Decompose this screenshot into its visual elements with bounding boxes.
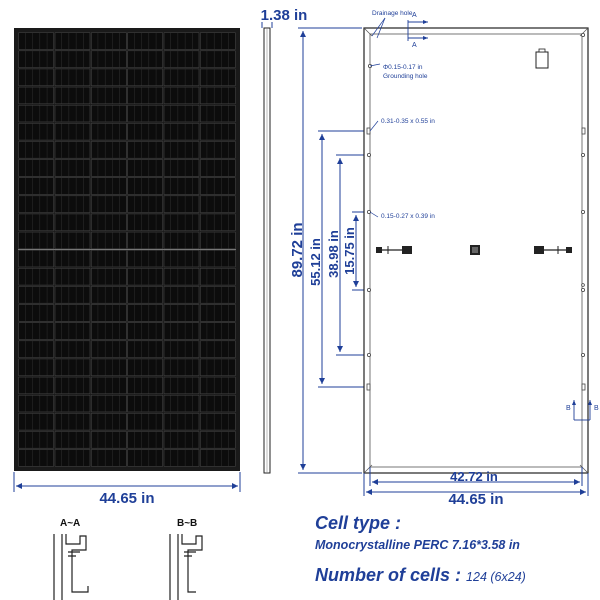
solar-cell bbox=[200, 51, 235, 68]
drainage-hole-label: Drainage hole bbox=[372, 10, 413, 17]
solar-cell bbox=[128, 160, 163, 177]
solar-cell bbox=[200, 214, 235, 231]
solar-cell bbox=[200, 450, 235, 467]
solar-cell bbox=[164, 250, 199, 267]
solar-cell bbox=[200, 123, 235, 140]
section-a-title: A~A bbox=[60, 518, 81, 529]
solar-cell bbox=[128, 69, 163, 86]
solar-cell bbox=[19, 51, 54, 68]
solar-cell bbox=[164, 214, 199, 231]
solar-cell bbox=[200, 286, 235, 303]
solar-cell bbox=[55, 395, 90, 412]
back-view bbox=[364, 28, 588, 473]
solar-cell bbox=[164, 33, 199, 50]
solar-cell bbox=[128, 268, 163, 285]
solar-cell bbox=[55, 69, 90, 86]
solar-cell bbox=[164, 450, 199, 467]
solar-cell bbox=[164, 69, 199, 86]
section-a-top: A bbox=[412, 12, 417, 19]
label-sticker bbox=[536, 52, 548, 68]
solar-cell bbox=[128, 232, 163, 249]
solar-cell bbox=[128, 105, 163, 122]
solar-cell bbox=[19, 214, 54, 231]
solar-cell bbox=[200, 87, 235, 104]
solar-cell bbox=[200, 196, 235, 213]
solar-cell bbox=[164, 286, 199, 303]
solar-cell bbox=[164, 359, 199, 376]
solar-cell bbox=[55, 232, 90, 249]
section-b-left: B bbox=[566, 405, 571, 412]
section-a-bottom: A bbox=[412, 42, 417, 49]
solar-cell bbox=[19, 323, 54, 340]
solar-cell bbox=[55, 413, 90, 430]
solar-cell bbox=[55, 268, 90, 285]
solar-cell bbox=[200, 377, 235, 394]
solar-cell bbox=[128, 323, 163, 340]
section-b-title: B~B bbox=[177, 518, 198, 529]
solar-cell bbox=[164, 105, 199, 122]
solar-cell bbox=[55, 87, 90, 104]
solar-cell bbox=[164, 323, 199, 340]
solar-cell bbox=[91, 214, 126, 231]
solar-cell bbox=[55, 33, 90, 50]
solar-cell bbox=[200, 33, 235, 50]
solar-cell bbox=[55, 196, 90, 213]
solar-cell bbox=[55, 105, 90, 122]
front-view bbox=[14, 28, 240, 471]
solar-cell bbox=[128, 305, 163, 322]
cell-count-value: 124 (6x24) bbox=[466, 570, 526, 584]
solar-cell bbox=[200, 341, 235, 358]
solar-cell bbox=[55, 51, 90, 68]
solar-cell bbox=[19, 141, 54, 158]
solar-cell bbox=[91, 305, 126, 322]
solar-cell bbox=[91, 105, 126, 122]
solar-cell bbox=[164, 123, 199, 140]
solar-cell bbox=[128, 450, 163, 467]
solar-cell bbox=[55, 178, 90, 195]
solar-cell bbox=[19, 341, 54, 358]
solar-cell bbox=[91, 196, 126, 213]
solar-cell bbox=[200, 69, 235, 86]
solar-cell bbox=[200, 232, 235, 249]
solar-cell bbox=[164, 268, 199, 285]
solar-cell bbox=[55, 359, 90, 376]
grounding-hole-label: Grounding hole bbox=[383, 73, 428, 80]
solar-cell bbox=[19, 178, 54, 195]
solar-cell bbox=[19, 413, 54, 430]
solar-cell bbox=[128, 377, 163, 394]
solar-cell bbox=[164, 160, 199, 177]
solar-cell bbox=[91, 51, 126, 68]
solar-cell bbox=[164, 305, 199, 322]
cell-count-label: Number of cells : bbox=[315, 565, 462, 585]
solar-cell bbox=[91, 395, 126, 412]
frame-thickness-label: 1.38 in bbox=[260, 7, 308, 24]
solar-cell bbox=[91, 250, 126, 267]
solar-cell bbox=[55, 286, 90, 303]
solar-cell bbox=[128, 286, 163, 303]
solar-cell bbox=[164, 196, 199, 213]
solar-cell bbox=[200, 105, 235, 122]
solar-cell bbox=[55, 431, 90, 448]
solar-cell bbox=[19, 431, 54, 448]
solar-cell bbox=[164, 178, 199, 195]
solar-cell bbox=[55, 123, 90, 140]
solar-cell bbox=[200, 359, 235, 376]
solar-cell bbox=[91, 160, 126, 177]
solar-cell bbox=[91, 431, 126, 448]
solar-cell bbox=[200, 395, 235, 412]
solar-cell bbox=[91, 232, 126, 249]
solar-cell bbox=[164, 141, 199, 158]
solar-cell bbox=[91, 123, 126, 140]
solar-cell bbox=[128, 141, 163, 158]
solar-cell bbox=[200, 160, 235, 177]
solar-cell bbox=[91, 286, 126, 303]
solar-cell bbox=[200, 141, 235, 158]
grounding-hole-size: Φ0.15-0.17 in bbox=[383, 64, 423, 71]
cell-type-value: Monocrystalline PERC 7.16*3.58 in bbox=[315, 538, 520, 552]
back-width-label: 44.65 in bbox=[448, 491, 504, 508]
solar-cell bbox=[164, 395, 199, 412]
solar-cell bbox=[128, 250, 163, 267]
solar-cell bbox=[19, 268, 54, 285]
solar-cell bbox=[128, 341, 163, 358]
solar-cell bbox=[164, 413, 199, 430]
cell-count-row bbox=[315, 565, 526, 586]
solar-cell bbox=[19, 123, 54, 140]
solar-cell bbox=[128, 87, 163, 104]
solar-cell bbox=[55, 141, 90, 158]
solar-cell bbox=[19, 250, 54, 267]
solar-cell bbox=[19, 69, 54, 86]
solar-cell bbox=[19, 33, 54, 50]
solar-cell bbox=[128, 196, 163, 213]
mount-hole-small-label: 0.15-0.27 x 0.39 in bbox=[381, 213, 435, 220]
solar-cell bbox=[200, 305, 235, 322]
solar-cell bbox=[19, 286, 54, 303]
cell-type-label: Cell type : bbox=[315, 513, 402, 533]
solar-cell bbox=[19, 160, 54, 177]
solar-cell bbox=[55, 160, 90, 177]
front-width-dimension bbox=[14, 472, 240, 492]
junction-box-center bbox=[470, 245, 480, 255]
solar-cell bbox=[91, 33, 126, 50]
mount-span-outer-label: 55.12 in bbox=[308, 238, 323, 286]
solar-cell bbox=[19, 395, 54, 412]
solar-cell bbox=[91, 69, 126, 86]
mount-span-inner-label: 15.75 in bbox=[342, 227, 357, 275]
solar-cell bbox=[200, 268, 235, 285]
solar-cell bbox=[200, 413, 235, 430]
solar-cell bbox=[200, 323, 235, 340]
solar-cell bbox=[128, 33, 163, 50]
section-b-right: B bbox=[594, 405, 599, 412]
back-inner-width-label: 42.72 in bbox=[450, 469, 498, 484]
solar-cell bbox=[55, 323, 90, 340]
solar-cell bbox=[19, 305, 54, 322]
solar-cell bbox=[200, 250, 235, 267]
solar-cell bbox=[200, 431, 235, 448]
solar-cell bbox=[91, 178, 126, 195]
solar-cell bbox=[55, 305, 90, 322]
section-a-profile bbox=[54, 534, 88, 600]
solar-cell bbox=[55, 214, 90, 231]
solar-cell bbox=[128, 178, 163, 195]
solar-cell bbox=[19, 105, 54, 122]
solar-cell bbox=[91, 359, 126, 376]
solar-cell bbox=[91, 141, 126, 158]
solar-cell bbox=[19, 450, 54, 467]
side-view bbox=[264, 28, 270, 473]
solar-cell bbox=[55, 250, 90, 267]
solar-cell bbox=[19, 232, 54, 249]
solar-cell bbox=[91, 87, 126, 104]
solar-cell bbox=[19, 359, 54, 376]
solar-cell bbox=[164, 377, 199, 394]
solar-cell bbox=[91, 377, 126, 394]
solar-cell bbox=[128, 51, 163, 68]
section-b-profile bbox=[170, 534, 202, 600]
mount-hole-large-label: 0.31-0.35 x 0.55 in bbox=[381, 118, 435, 125]
front-width-label: 44.65 in bbox=[99, 490, 155, 507]
solar-cell bbox=[19, 377, 54, 394]
solar-cell bbox=[55, 377, 90, 394]
solar-cell bbox=[91, 450, 126, 467]
solar-cell bbox=[128, 431, 163, 448]
solar-cell bbox=[164, 431, 199, 448]
solar-cell bbox=[55, 341, 90, 358]
solar-cell bbox=[55, 450, 90, 467]
solar-cell bbox=[128, 395, 163, 412]
solar-cell bbox=[91, 413, 126, 430]
solar-cell bbox=[19, 87, 54, 104]
mount-span-middle-label: 38.98 in bbox=[326, 230, 341, 278]
solar-cell bbox=[19, 196, 54, 213]
solar-cell bbox=[128, 359, 163, 376]
solar-cell bbox=[164, 232, 199, 249]
solar-cell bbox=[128, 413, 163, 430]
solar-cell bbox=[200, 178, 235, 195]
solar-cell bbox=[164, 87, 199, 104]
height-label: 89.72 in bbox=[289, 222, 306, 278]
solar-cell bbox=[128, 123, 163, 140]
solar-cell bbox=[91, 268, 126, 285]
solar-cell bbox=[91, 323, 126, 340]
solar-cell bbox=[164, 341, 199, 358]
solar-cell bbox=[128, 214, 163, 231]
solar-cell bbox=[91, 341, 126, 358]
solar-cell bbox=[164, 51, 199, 68]
